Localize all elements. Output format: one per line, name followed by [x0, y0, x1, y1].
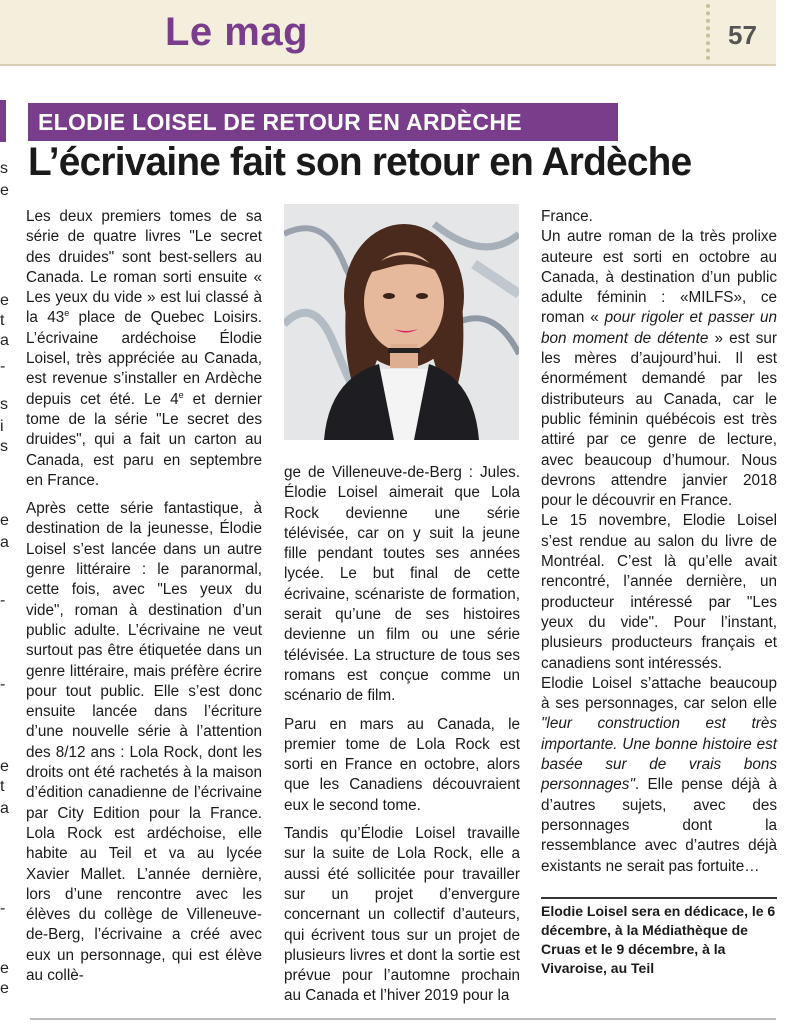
edge-letter: e: [0, 960, 9, 977]
superscript: e: [178, 389, 184, 400]
paragraph: [541, 227, 777, 511]
dedicace-rule: [541, 897, 777, 899]
edge-letter: s: [0, 160, 8, 177]
page-bottom-rule: [30, 1018, 776, 1020]
edge-letter: e: [0, 758, 9, 775]
dedicace-note: Elodie Loisel sera en dédicace, le 6 décembre, à la Médiathèque de Cruas et le 9 décembre, à la Vivaroise, au Teil: [541, 903, 776, 976]
paragraph: Le 15 novembre, Elodie Loisel s’est rendue au salon du livre de Montréal. C’est là qu’elle avait rencontré, l’année dernière, un producteur intéressé par "Les yeux du vide". Pour l’instant, plusieurs producteurs français et canadiens sont intéressés.: [541, 512, 777, 672]
paragraph: [26, 207, 262, 491]
page-header: [0, 0, 776, 66]
paragraph: ge de Villeneuve-de-Berg : Jules. Élodie Loisel aimerait que Lola Rock devienne une série télévisée, car on y suit la jeune fille pendant toutes ses années lycée. Le but final de cette écrivaine, scénariste de formation, serait qu’une de ses histoires devienne un film ou une série télévisée. La structure de tous ses romans est conçue comme un scénario de film.: [284, 464, 520, 705]
text-run: et dernier tome de la série "Le secret des druides", qui a fait un carton au Canada, est paru en septembre en France.: [26, 390, 262, 489]
text-run: place de Quebec Loisirs. L’écrivaine ardéchoise Élodie Loisel, très appréciée au Canada, est revenue s’installer en Ardèche depuis cet été. Le 4: [26, 309, 262, 408]
article-headline: L’écrivaine fait son retour en Ardèche: [28, 140, 692, 184]
paragraph: Après cette série fantastique, à destination de la jeunesse, Élodie Loisel s’est lancée dans un autre genre littéraire : le paranormal, cette fois, avec "Les yeux du vide", roman à destination d’un public adulte. L’écrivaine ne veut surtout pas être étiquetée dans un genre littéraire, mais préfère écrire pour tout public. Elle s’est donc ensuite lancée dans l’écriture d’une nouvelle série à l’attention des 8/12 ans : Lola Rock, dont les droits ont été rachetés à la maison d’édition canadienne de l’écrivaine par City Edition pour la France. Lola Rock est ardéchoise, elle habite au Teil et va au lycée Xavier Mallet. L’année dernière, lors d’une rencontre avec les élèves du collège de Villeneuve-de-Berg, l’écrivaine a créé avec eux un personnage, qui est élève au collè-: [26, 500, 262, 984]
edge-letter: -: [0, 900, 6, 917]
author-photo: [284, 204, 519, 440]
article-column-1: [26, 207, 262, 994]
article-column-2: [284, 463, 520, 1015]
text-run: Les deux premiers tomes de sa série de quatre livres "Le secret des druides" sont best-sellers au Canada. Le roman sorti ensuite « Les yeux du vide » est lui classé à la 43: [26, 208, 262, 327]
text-run: » est sur les mères d’aujourd’hui. Il est énormément demandé par les distributeurs au Canada, car le public féminin québécois est très attiré par ce genre de lecture, avec beaucoup d’humour. Nous devrons attendre janvier 2018 pour le découvrir en France.: [541, 329, 777, 510]
edge-letter: s: [0, 396, 8, 413]
edge-letter: s: [0, 438, 8, 455]
paragraph: Paru en mars au Canada, le premier tome de Lola Rock est sorti en France en octobre, alors que les Canadiens découvraient eux le second tome.: [284, 715, 520, 814]
italic-quote: pour rigoler et passer un bon moment de détente: [541, 309, 777, 347]
edge-letter: e: [0, 292, 9, 309]
section-title: Le mag: [165, 10, 309, 54]
text-run: Un autre roman de la très prolixe auteure est sorti en octobre au Canada, à destination d’un public adulte féminin : «MILFS», ce roman «: [541, 228, 777, 327]
page-number: 57: [728, 20, 757, 50]
edge-letter: -: [0, 358, 6, 375]
edge-letter: -: [0, 676, 6, 693]
header-separator: [706, 4, 710, 60]
edge-letter: e: [0, 980, 9, 997]
edge-letter: i: [0, 418, 4, 435]
edge-letter: e: [0, 512, 9, 529]
edge-letter: a: [0, 534, 9, 551]
edge-letter: -: [0, 592, 6, 609]
edge-letter: a: [0, 332, 9, 349]
text-run: . Elle pense déjà à d’autres sujets, avec des personnages dont la ressemblance avec d’autres déjà existants ne serait pas fortuite…: [541, 776, 777, 875]
edge-letter: a: [0, 800, 9, 817]
article-column-3: [541, 207, 777, 885]
article-banner: ELODIE LOISEL DE RETOUR EN ARDÈCHE: [28, 103, 618, 141]
text-run: Elodie Loisel s’attache beaucoup à ses personnages, car selon elle: [541, 674, 777, 713]
italic-quote: "leur construction est très importante. Une bonne histoire est basée sur de vrais bons personnages": [541, 715, 777, 794]
edge-letter: t: [0, 778, 5, 795]
edge-letter: e: [0, 182, 9, 199]
paragraph: France.: [541, 208, 593, 225]
left-accent-bar: [0, 100, 6, 142]
paragraph: [541, 674, 777, 877]
paragraph: Tandis qu’Élodie Loisel travaille sur la suite de Lola Rock, elle a aussi été sollicitée pour travailler sur un projet d’envergure concernant un collectif d’auteurs, qui écrivent tous sur un projet de plusieurs livres et dont la sortie est prévue pour l’automne prochain au Canada et l’hiver 2019 pour la: [284, 825, 520, 1005]
edge-letter: t: [0, 312, 5, 329]
superscript: e: [64, 308, 70, 319]
portrait-illustration: [284, 204, 519, 440]
